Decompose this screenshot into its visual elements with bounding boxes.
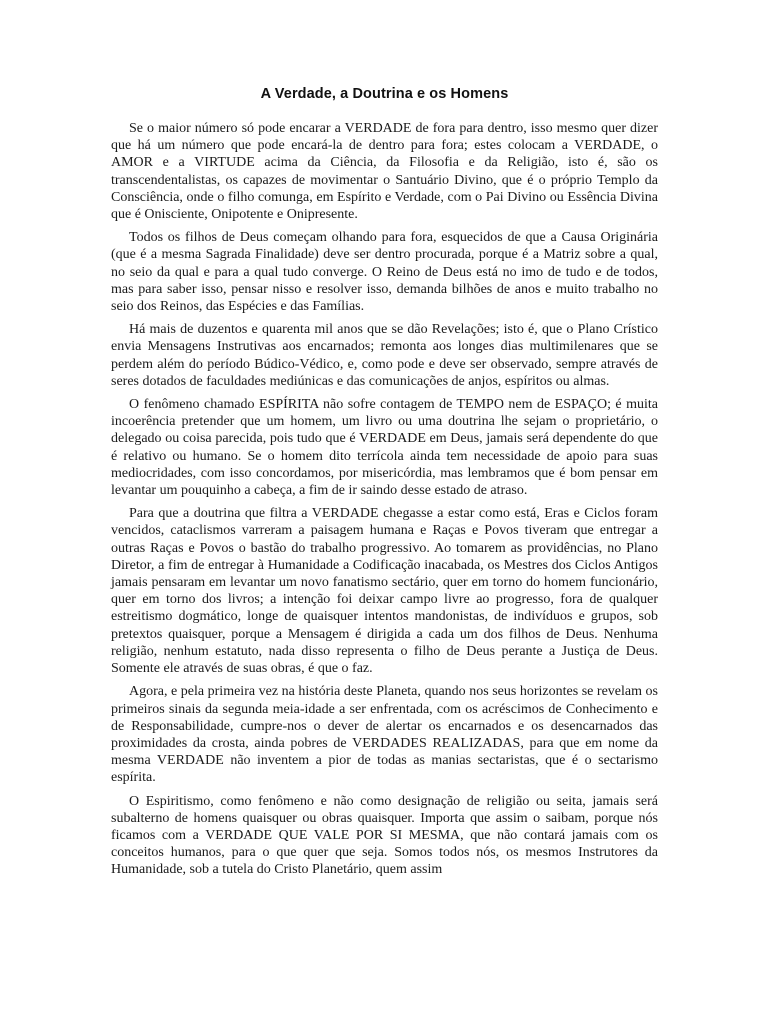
paragraph-5: Para que a doutrina que filtra a VERDADE chegasse a estar como está, Eras e Ciclos foram vencidos, cataclismos varreram a paisagem humana e Raças e Povos tiveram que entregar a outras Raças e Povos o bastão do trabalho progressivo. Ao tomarem as providências, no Plano Diretor, a fim de entregar à Humanidade a Codificação inacabada, os Mestres dos Ciclos Antigos jamais pensaram em levantar um novo fanatismo sectário, quer em torno do homem funcionário, quer em torno dos livros; a intenção foi deixar campo livre ao progresso, fora de qualquer estreitismo dogmático, longe de quaisquer intentos mandonistas, de indivíduos e grupos, sob pretextos quaisquer, porque a Mensagem é dirigida a cada um dos filhos de Deus. Nenhuma religião, nenhum estatuto, nada disso representa o filho de Deus perante a Justiça de Deus. Somente ele através de suas obras, é que o faz. [111,506,658,677]
paragraph-1: Se o maior número só pode encarar a VERDADE de fora para dentro, isso mesmo quer dizer que há um número que pode encará-la de dentro para fora; estes colocam a VERDADE, o AMOR e a VIRTUDE acima da Ciência, da Filosofia e da Religião, isto é, são os transcendentalistas, os capazes de movimentar o Santuário Divino, que é o próprio Templo da Consciência, onde o filho comunga, em Espírito e Verdade, com o Pai Divino ou Essência Divina que é Onisciente, Onipotente e Onipresente. [111,121,658,223]
paragraph-6: Agora, e pela primeira vez na história deste Planeta, quando nos seus horizontes se revelam os primeiros sinais da segunda meia-idade a ser enfrentada, com os acréscimos de Conhecimento e de Responsabilidade, cumpre-nos o dever de alertar os encarnados e os desencarnados das proximidades da crosta, ainda pobres de VERDADES REALIZADAS, para que em nome da mesma VERDADE não inventem a pior de todas as manias sectaristas, que é o sectarismo espírita. [111,684,658,786]
document-title: A Verdade, a Doutrina e os Homens [260,86,509,102]
paragraph-4: O fenômeno chamado ESPÍRITA não sofre contagem de TEMPO nem de ESPAÇO; é muita incoerência pretender que um homem, um livro ou uma doutrina lhe sejam o proprietário, o delegado ou coisa parecida, pois tudo que é VERDADE em Deus, jamais será dependente do que é relativo ou humano. Se o homem dito terrícola ainda tem necessidade de apoio para suas mediocridades, com isso concordamos, por misericórdia, mas lembramos que é bom pensar em levantar um pouquinho a cabeça, a fim de ir saindo desse estado de atraso. [111,397,658,499]
paragraph-2: Todos os filhos de Deus começam olhando para fora, esquecidos de que a Causa Originária (que é a mesma Sagrada Finalidade) deve ser dentro procurada, porque é a Matriz sobre a qual, no seio da qual e para a qual tudo converge. O Reino de Deus está no imo de tudo e de todos, mas para saber isso, pensar nisso e resolver isso, demanda bilhões de anos e muito trabalho no seio dos Reinos, das Espécies e das Famílias. [111,230,658,315]
document-page [111,84,658,885]
paragraph-3: Há mais de duzentos e quarenta mil anos que se dão Revelações; isto é, que o Plano Crístico envia Mensagens Instrutivas aos encarnados; remonta aos longes dias multimilenares que se perdem além do período Búdico-Védico, e, como pode e deve ser observado, sempre através de seres dotados de faculdades mediúnicas e das comunicações de anjos, espíritos ou almas. [111,322,658,389]
paragraph-7: O Espiritismo, como fenômeno e não como designação de religião ou seita, jamais será subalterno de homens quaisquer ou obras quaisquer. Importa que assim o saibam, porque nós ficamos com a VERDADE QUE VALE POR SI MESMA, que não contará jamais com os conceitos humanos, para o que quer que seja. Somos todos nós, os mesmos Instrutores da Humanidade, sob a tutela do Cristo Planetário, quem assim [111,793,658,878]
